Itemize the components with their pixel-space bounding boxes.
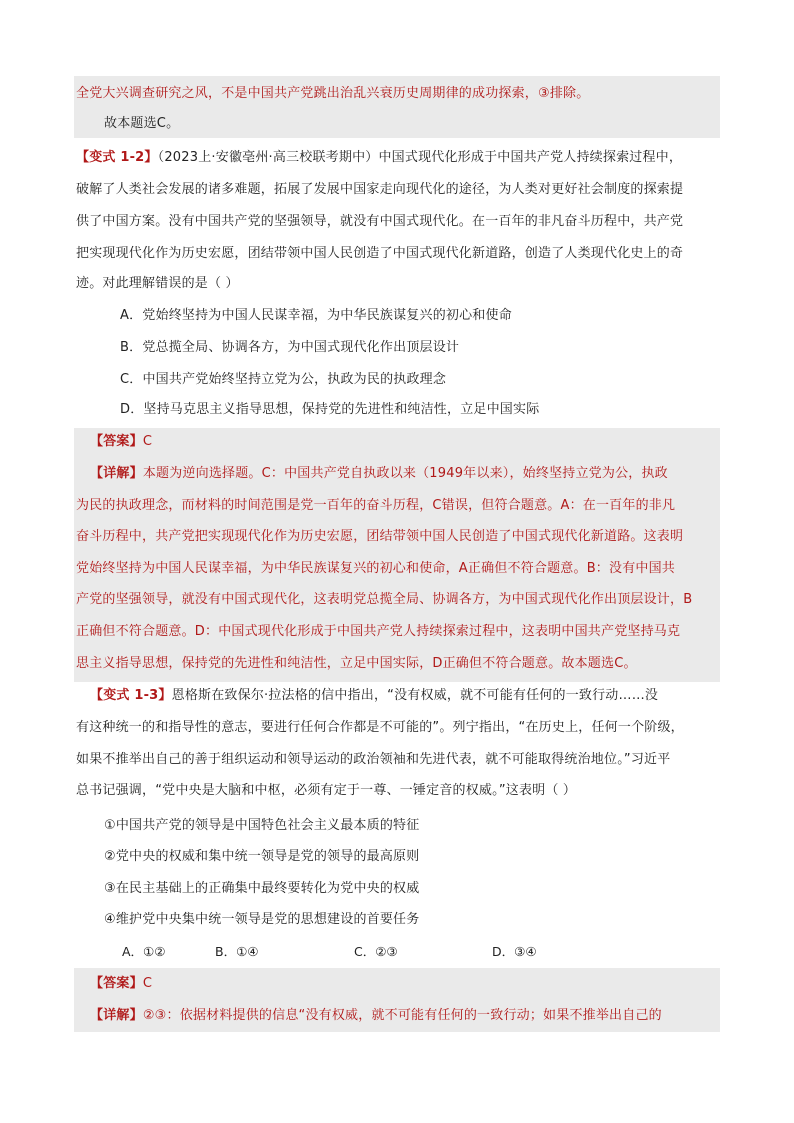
explanation-line: 全党大兴调查研究之风，不是中国共产党跳出治乱兴衰历史周期律的成功探索，③排除。 [76,86,590,101]
option-d: D．坚持马克思主义指导思想，保持党的先进性和纯洁性，立足中国实际 [120,402,540,417]
statement-1: ①中国共产党的领导是中国特色社会主义最本质的特征 [104,818,420,833]
detail-label: 【详解】 [90,1008,143,1023]
detail-line: 奋斗历程中，共产党把实现现代化作为历史宏愿，团结带领中国人民创造了中国式现代化新道路。这表明 [76,529,684,544]
question-stem-line: 如果不推举出自己的善于组织运动和领导运动的政治领袖和先进代表，就不可能取得统治地位。”习近平 [76,752,671,767]
question-stem-line: 迹。对此理解错误的是（ ） [76,276,239,291]
detail-label: 【详解】 [90,466,143,481]
option-d: D．③④ [492,944,537,959]
detail-line: 为民的执政理念，而材料的时间范围是党一百年的奋斗历程，C错误，但符合题意。A：在一百年的非凡 [76,498,676,513]
detail-line: 思主义指导思想，保持党的先进性和纯洁性，立足中国实际，D正确但不符合题意。故本题选C。 [76,656,637,671]
question-stem-line: 把实现现代化作为历史宏愿，团结带领中国人民创造了中国式现代化新道路，创造了人类现代化史上的奇 [76,246,684,261]
statement-2: ②党中央的权威和集中统一领导是党的领导的最高原则 [104,849,420,864]
answer-label: 【答案】 [90,976,143,991]
detail-first-line [90,464,668,484]
question-stem-line: 总书记强调，“党中央是大脑和中枢，必须有定于一尊、一锤定音的权威。”这表明（ ） [76,783,577,798]
answer-value: C [142,976,153,991]
answer-value: C [142,434,153,449]
detail-line: 本题为逆向选择题。C：中国共产党自执政以来（1949年以来），始终坚持立党为公，执政 [142,466,668,481]
option-a: A．党始终坚持为中国人民谋幸福，为中华民族谋复兴的初心和使命 [120,308,512,323]
detail-first-line [90,1006,662,1026]
answer-label: 【答案】 [90,434,143,449]
option-b: B．①④ [215,944,259,959]
question-tag: 【变式 1-2】 [76,150,158,165]
question-1-3-first-line [90,686,658,706]
question-stem-line: 供了中国方案。没有中国共产党的坚强领导，就没有中国式现代化。在一百年的非凡奋斗历程中，共产党 [76,214,684,229]
conclusion-line: 故本题选C。 [104,116,180,131]
question-stem-line: 恩格斯在致保尔·拉法格的信中指出，“没有权威，就不可能有任何的一致行动……没 [171,688,659,703]
detail-line: 正确但不符合题意。D：中国式现代化形成于中国共产党人持续探索过程中，这表明中国共产党坚持马克 [76,624,681,639]
answer-line [90,974,152,994]
statement-4: ④维护党中央集中统一领导是党的思想建设的首要任务 [104,912,420,927]
question-stem-line: 破解了人类社会发展的诸多难题，拓展了发展中国家走向现代化的途径，为人类对更好社会制度的探索提 [76,182,684,197]
detail-line: ②③：依据材料提供的信息“没有权威，就不可能有任何的一致行动；如果不推举出自己的 [142,1008,662,1023]
question-stem-line: 中国式现代化形成于中国共产党人持续探索过程中， [378,150,683,165]
option-b: B．党总揽全局、协调各方，为中国式现代化作出顶层设计 [120,340,460,355]
answer-line [90,432,152,452]
question-source: （2023上·安徽亳州·高三校联考期中） [157,150,379,165]
statement-3: ③在民主基础上的正确集中最终要转化为党中央的权威 [104,881,420,896]
option-a: A．①② [122,944,166,959]
question-tag: 【变式 1-3】 [90,688,172,703]
option-c: C．中国共产党始终坚持立党为公，执政为民的执政理念 [120,372,447,387]
detail-line: 产党的坚强领导，就没有中国式现代化，这表明党总揽全局、协调各方，为中国式现代化作出顶层设计，B [76,592,693,607]
detail-line: 党始终坚持为中国人民谋幸福，为中华民族谋复兴的初心和使命，A正确但不符合题意。B：没有中国共 [76,561,676,576]
question-1-2-first-line [76,148,682,168]
question-stem-line: 有这种统一的和指导性的意志，要进行任何合作都是不可能的”。列宁指出，“在历史上，任何一个阶级， [76,720,684,735]
option-c: C．②③ [354,944,398,959]
